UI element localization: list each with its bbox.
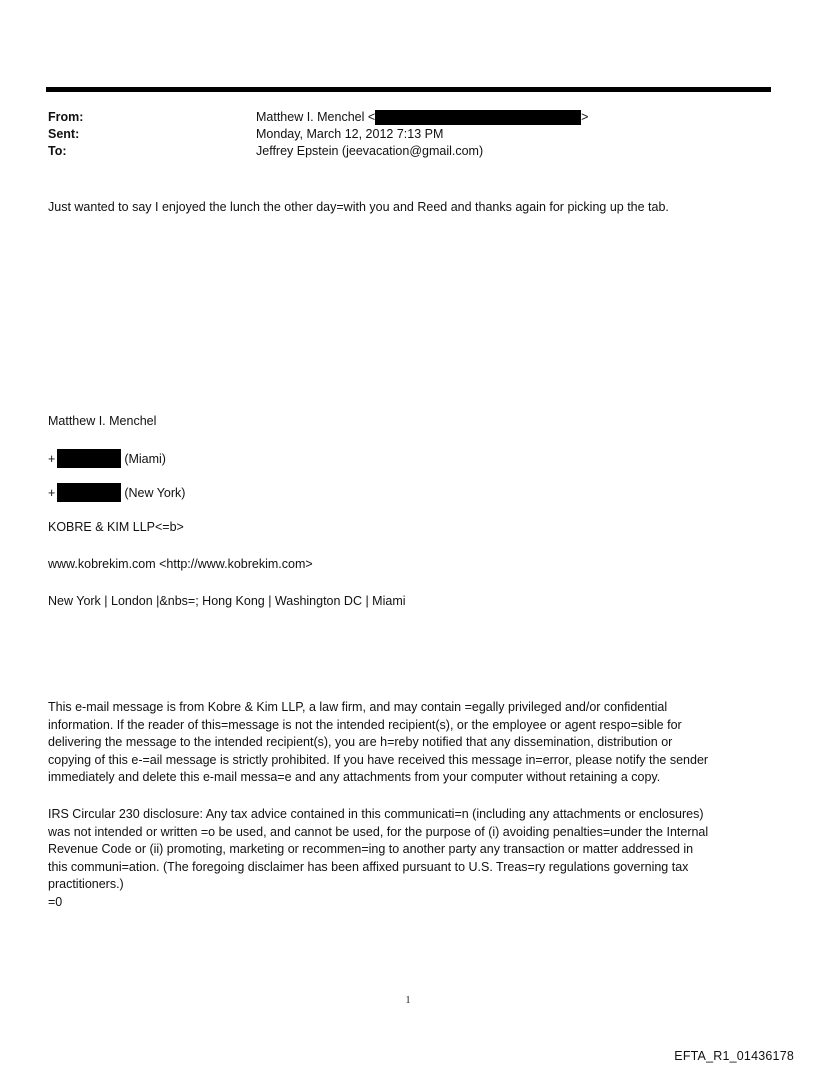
phone-ny-redaction xyxy=(57,483,121,502)
phone-prefix: + xyxy=(48,486,56,500)
from-close: > xyxy=(581,110,589,124)
signature-offices: New York | London |&nbs=; Hong Kong | Washington DC | Miami xyxy=(48,594,406,608)
signature-phone-miami xyxy=(48,451,166,468)
phone-ny-label: (New York) xyxy=(124,486,186,500)
signature-phone-ny xyxy=(48,485,185,502)
disclaimer-line: This e-mail message is from Kobre & Kim LLP, a law firm, and may contain =egally privileged and/or confidential xyxy=(48,700,668,714)
sent-label: Sent: xyxy=(48,127,80,141)
irs-line: Revenue Code or (ii) promoting, marketing or recommen=ing to another party any transaction or matter addressed in xyxy=(48,842,694,856)
irs-line: was not intended or written =o be used, and cannot be used, for the purpose of (i) avoiding penalties=under the Internal xyxy=(48,824,709,839)
disclaimer-line: delivering the message to the intended recipient(s), you are h=reby notified that any dissemination, distribution or xyxy=(48,735,673,749)
phone-prefix: + xyxy=(48,452,56,466)
phone-miami-redaction xyxy=(57,449,121,468)
irs-line: IRS Circular 230 disclosure: Any tax advice contained in this communicati=n (including any attachments or enclosures) xyxy=(48,807,704,821)
page-number: 1 xyxy=(405,995,411,1006)
irs-line: practitioners.) xyxy=(48,877,124,891)
confidentiality-disclaimer xyxy=(48,699,773,787)
disclaimer-line: immediately and delete this e-mail messa=e and any attachments from your computer without retaining a copy. xyxy=(48,770,661,784)
header-rule xyxy=(46,87,771,92)
from-value xyxy=(256,109,588,125)
to-label: To: xyxy=(48,144,67,158)
document-id: EFTA_R1_01436178 xyxy=(674,1049,794,1063)
phone-miami-label: (Miami) xyxy=(124,452,166,466)
irs-disclosure xyxy=(48,806,773,911)
signature-firm: KOBRE & KIM LLP<=b> xyxy=(48,520,184,534)
signature-name: Matthew I. Menchel xyxy=(48,414,157,428)
disclaimer-line: information. If the reader of this=message is not the intended recipient(s), or the employee or agent respo=sible for xyxy=(48,717,682,732)
from-name: Matthew I. Menchel < xyxy=(256,110,376,124)
signature-website: www.kobrekim.com <http://www.kobrekim.com> xyxy=(48,557,313,571)
to-value: Jeffrey Epstein (jeevacation@gmail.com) xyxy=(256,144,484,158)
from-email-redaction xyxy=(375,110,581,125)
disclaimer-line: copying of this e-=ail message is strictly prohibited. If you have received this message in=error, please notify the sender xyxy=(48,752,709,767)
irs-line: this communi=ation. (The foregoing disclaimer has been affixed pursuant to U.S. Treas=ry regulations governing tax xyxy=(48,859,689,874)
irs-line: =0 xyxy=(48,894,63,909)
email-body: Just wanted to say I enjoyed the lunch the other day=with you and Reed and thanks again for picking up the tab. xyxy=(48,200,669,214)
from-label: From: xyxy=(48,110,84,124)
sent-value: Monday, March 12, 2012 7:13 PM xyxy=(256,127,444,141)
